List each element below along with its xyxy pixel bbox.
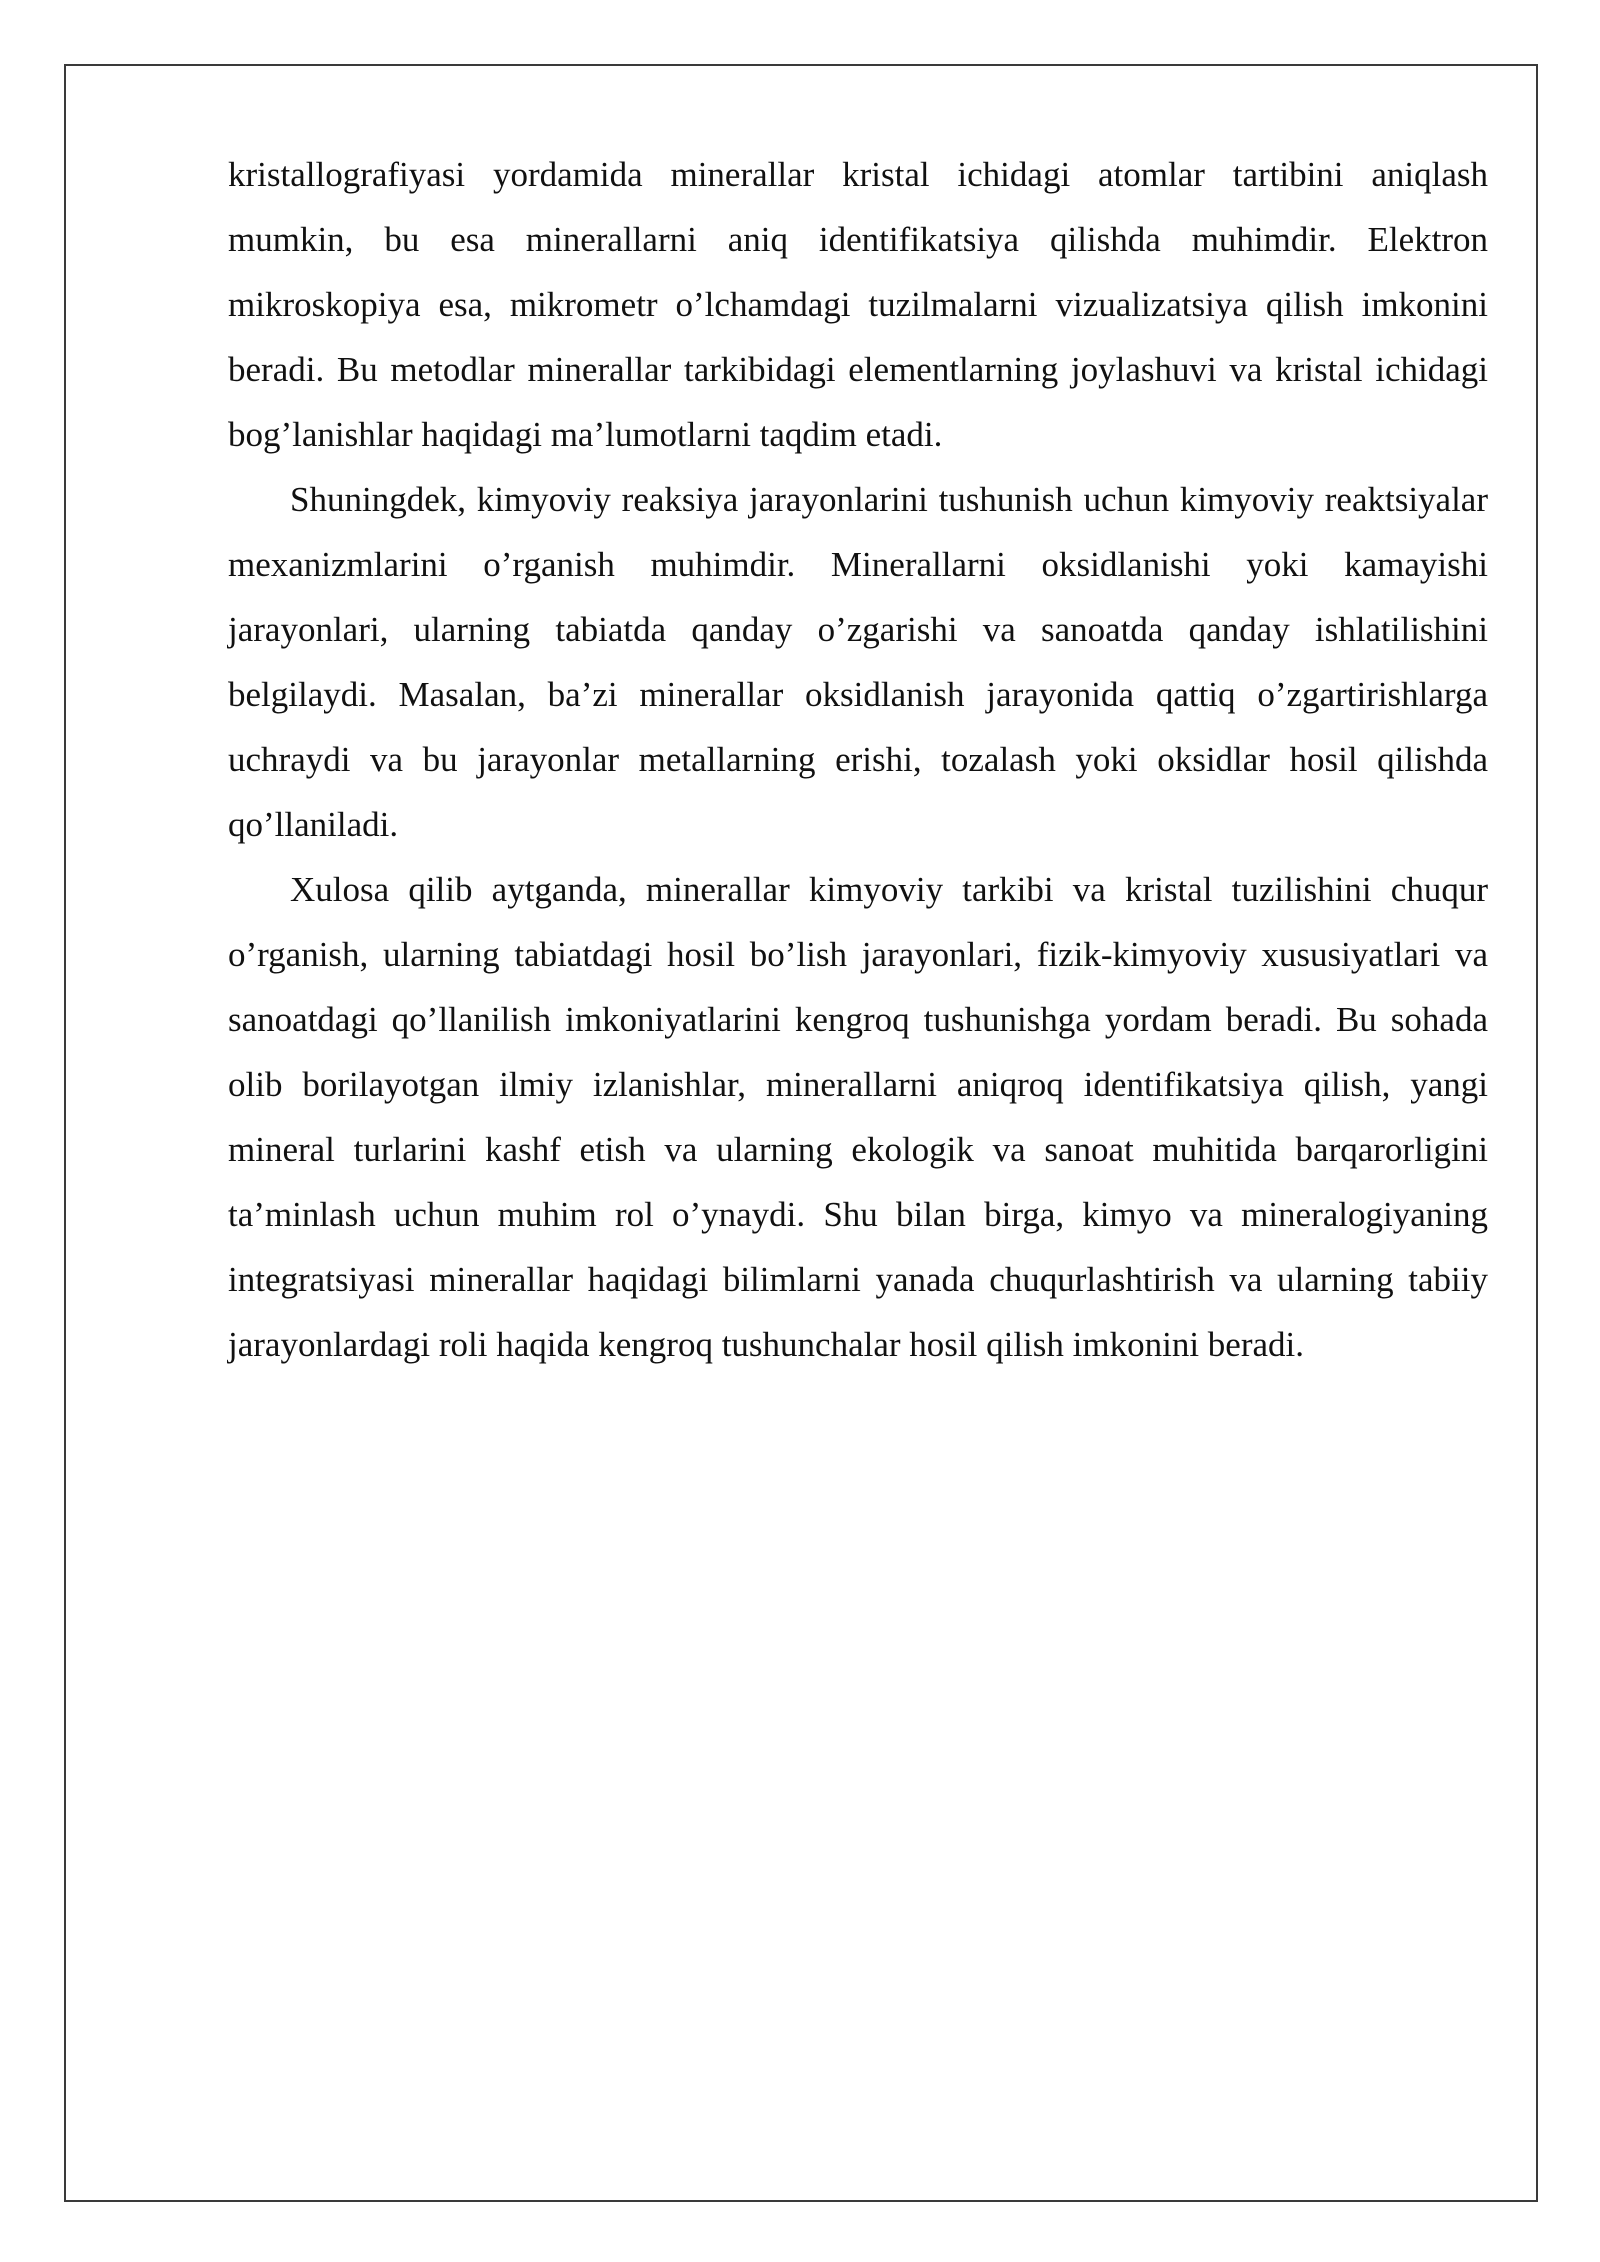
paragraph-conclusion: Xulosa qilib aytganda, minerallar kimyoviy tarkibi va kristal tuzilishini chuqur o’rganish, ularning tabiatdagi hosil bo’lish jarayonlari, fizik-kimyoviy xususiyatlari va sanoatdagi qo’llanilish imkoniyatlarini kengroq tushunishga yordam beradi. Bu sohada olib borilayotgan ilmiy izlanishlar, minerallarni aniqroq identifikatsiya qilish, yangi mineral turlarini kashf etish va ularning ekologik va sanoat muhitida barqarorligini ta’minlash uchun muhim rol o’ynaydi. Shu bilan birga, kimyo va mineralogiyaning integratsiyasi minerallar haqidagi bilimlarni yanada chuqurlashtirish va ularning tabiiy jarayonlardagi roli haqida kengroq tushunchalar hosil qilish imkonini beradi. — [228, 870, 1488, 1364]
document-body — [228, 142, 1488, 1377]
paragraph-chemical-reactions: Shuningdek, kimyoviy reaksiya jarayonlarini tushunish uchun kimyoviy reaktsiyalar mexanizmlarini o’rganish muhimdir. Minerallarni oksidlanishi yoki kamayishi jarayonlari, ularning tabiatda qanday o’zgarishi va sanoatda qanday ishlatilishini belgilaydi. Masalan, ba’zi minerallar oksidlanish jarayonida qattiq o’zgartirishlarga uchraydi va bu jarayonlar metallarning erishi, tozalash yoki oksidlar hosil qilishda qo’llaniladi. — [228, 480, 1488, 844]
paragraph-continuation: kristallografiyasi yordamida minerallar kristal ichidagi atomlar tartibini aniqlash mumkin, bu esa minerallarni aniq identifikatsiya qilishda muhimdir. Elektron mikroskopiya esa, mikrometr o’lchamdagi tuzilmalarni vizualizatsiya qilish imkonini beradi. Bu metodlar minerallar tarkibidagi elementlarning joylashuvi va kristal ichidagi bog’lanishlar haqidagi ma’lumotlarni taqdim etadi. — [228, 155, 1488, 454]
